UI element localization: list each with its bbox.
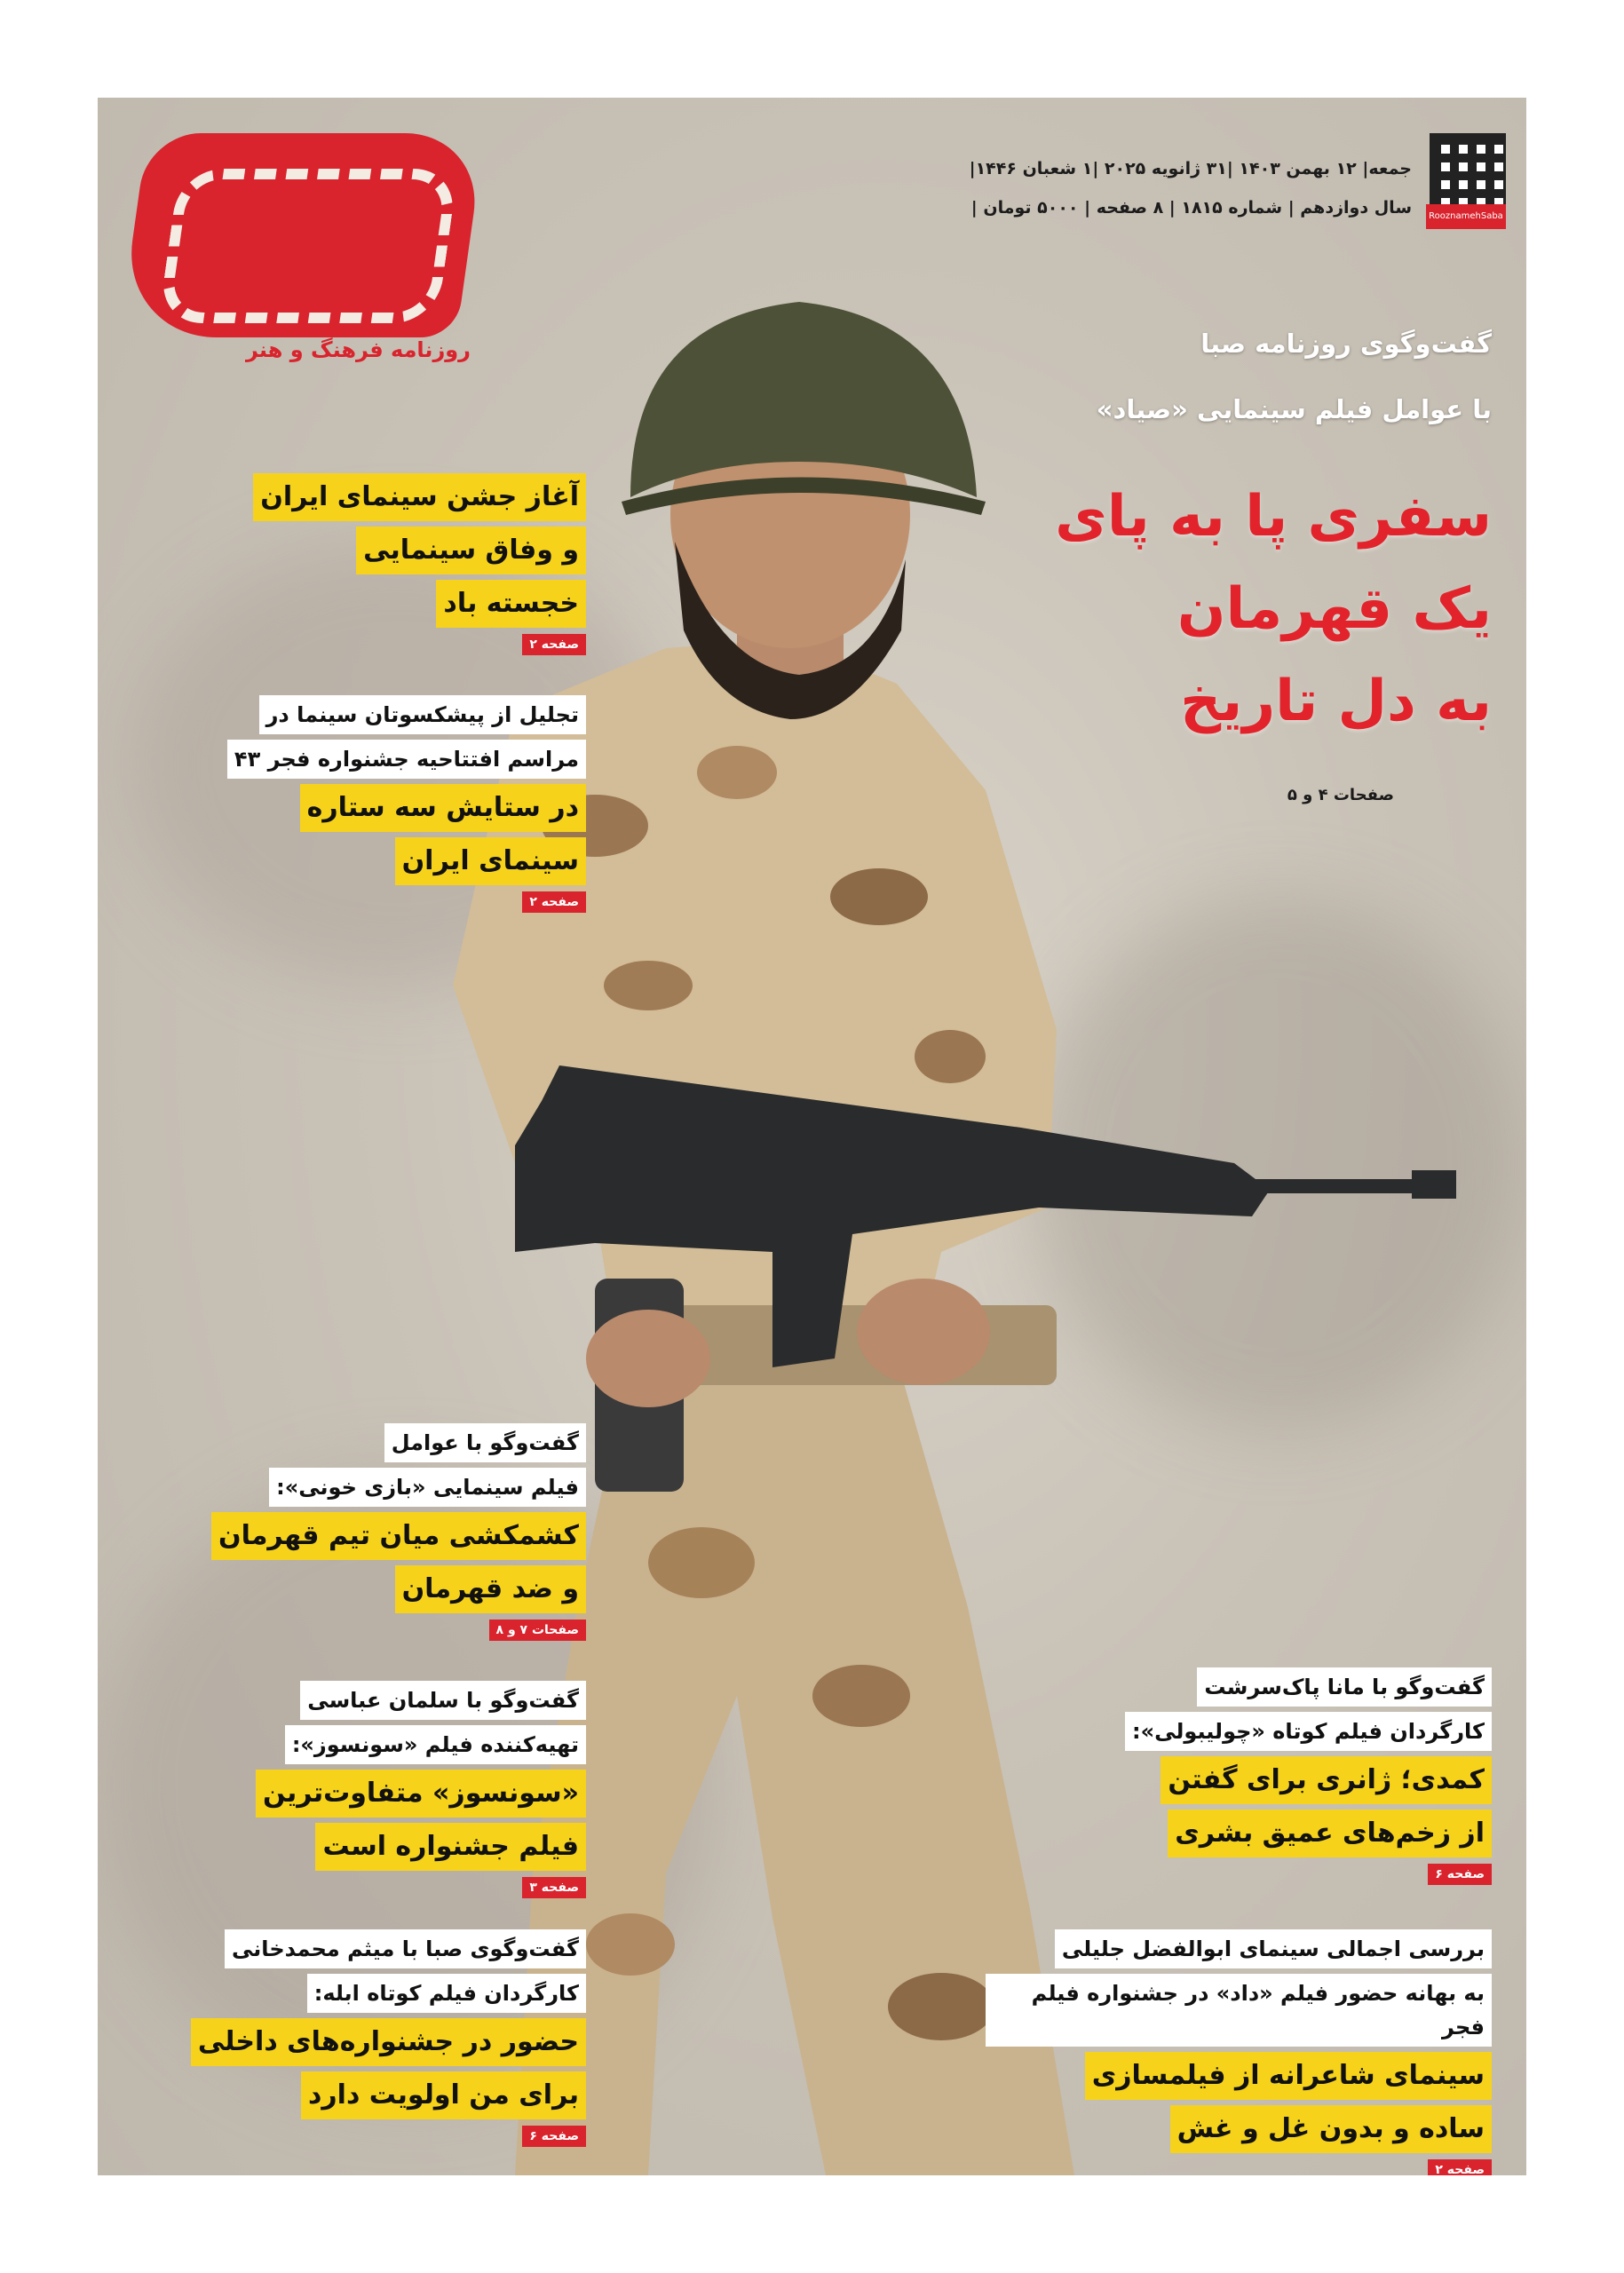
story-kicker: به بهانه حضور فیلم «داد» در جشنواره فیلم فجر	[986, 1974, 1492, 2047]
story-kicker: فیلم سینمایی «بازی خونی»:	[269, 1468, 586, 1507]
story-kicker: گفت‌وگو با عوامل	[384, 1423, 586, 1462]
story-kicker: تهیه‌کننده فیلم «سونسوز»:	[285, 1725, 586, 1764]
lead-kicker-line: با عوامل فیلم سینمایی «صیاد»	[1096, 394, 1492, 424]
story-kicker: بررسی اجمالی سینمای ابوالفضل جلیلی	[1055, 1929, 1492, 1968]
qr-label: RooznamehSaba	[1426, 204, 1506, 229]
story-honoring-veterans[interactable]	[195, 693, 586, 913]
story-kicker: کارگردان فیلم کوتاه ابله:	[307, 1974, 586, 2013]
story-headline: ساده و بدون غل و غش	[1170, 2105, 1492, 2153]
story-kicker: گفت‌وگوی صبا با میثم محمدخانی	[225, 1929, 586, 1968]
story-headline: آغاز جشن سینمای ایران	[253, 473, 586, 521]
lead-headline-line: سفری پا به پای	[1055, 484, 1492, 550]
story-kicker: کارگردان فیلم کوتاه «چولیبولی»:	[1125, 1712, 1492, 1751]
page-ref-badge: صفحه ۶	[522, 2126, 586, 2147]
story-headline: برای من اولویت دارد	[301, 2071, 586, 2119]
issue-line: سال دوازدهم | شماره ۱۸۱۵ | ۸ صفحه | ۵۰۰۰ تومان |	[970, 198, 1412, 218]
story-jalili-cinema[interactable]	[986, 1927, 1492, 2175]
story-kicker: مراسم افتتاحیه جشنواره فجر ۴۳	[227, 740, 586, 779]
masthead-info	[932, 149, 1412, 227]
lead-headline[interactable]	[1030, 471, 1492, 748]
story-headline: در ستایش سه ستاره	[300, 784, 586, 832]
story-headline: حضور در جشنواره‌های داخلی	[191, 2018, 586, 2066]
story-kicker: گفت‌وگو با مانا پاک‌سرشت	[1197, 1667, 1492, 1707]
story-headline: کشمکشی میان تیم قهرمان	[211, 1512, 586, 1560]
story-headline: فیلم جشنواره است	[315, 1823, 586, 1871]
story-headline: خجسته باد	[436, 580, 586, 628]
story-headline: و ضد قهرمان	[395, 1565, 586, 1613]
lead-headline-line: به دل تاریخ	[1180, 669, 1492, 734]
cover-page	[98, 98, 1526, 2175]
logo-tagline: روزنامه فرهنگ و هنر	[246, 337, 471, 362]
page-ref-badge: صفحه ۳	[522, 1877, 586, 1898]
story-headline: سینمای شاعرانه از فیلمسازی	[1085, 2052, 1492, 2100]
story-short-film-ableh[interactable]	[151, 1927, 586, 2147]
story-headline: «سونسوز» متفاوت‌ترین	[256, 1770, 586, 1818]
story-cinema-festival[interactable]	[195, 471, 586, 655]
story-chulibuli-comedy[interactable]	[1066, 1665, 1492, 1885]
page-ref-badge: صفحات ۷ و ۸	[489, 1620, 586, 1641]
story-headline: کمدی؛ ژانری برای گفتن	[1161, 1756, 1492, 1804]
page-ref-badge: صفحه ۶	[1428, 1864, 1492, 1885]
story-kicker: گفت‌وگو با سلمان عباسی	[300, 1681, 586, 1720]
lead-page-ref: صفحات ۴ و ۵	[1287, 786, 1394, 804]
story-sonsuz[interactable]	[195, 1678, 586, 1898]
lead-kicker	[968, 311, 1492, 442]
page-ref-badge: صفحه ۲	[522, 891, 586, 913]
story-bloody-game[interactable]	[186, 1421, 586, 1641]
page-ref-badge: صفحه ۲	[522, 634, 586, 655]
qr-code-icon[interactable]	[1430, 133, 1506, 210]
lead-kicker-line: گفت‌وگوی روزنامه صبا	[1200, 329, 1492, 359]
lead-headline-line: یک قهرمان	[1176, 576, 1492, 642]
story-headline: و وفاق سینمایی	[356, 527, 586, 574]
page-ref-badge: صفحه ۲	[1428, 2159, 1492, 2175]
story-kicker: تجلیل از پیشکسوتان سینما در	[259, 695, 586, 734]
date-line: جمعه| ۱۲ بهمن ۱۴۰۳ |۳۱ ژانویه ۲۰۲۵ |۱ شعبان ۱۴۴۶|	[969, 159, 1412, 178]
story-headline: از زخم‌های عمیق بشری	[1168, 1810, 1492, 1857]
story-headline: سینمای ایران	[395, 837, 586, 885]
newspaper-logo[interactable]	[133, 133, 471, 373]
film-strip-icon	[158, 169, 458, 323]
